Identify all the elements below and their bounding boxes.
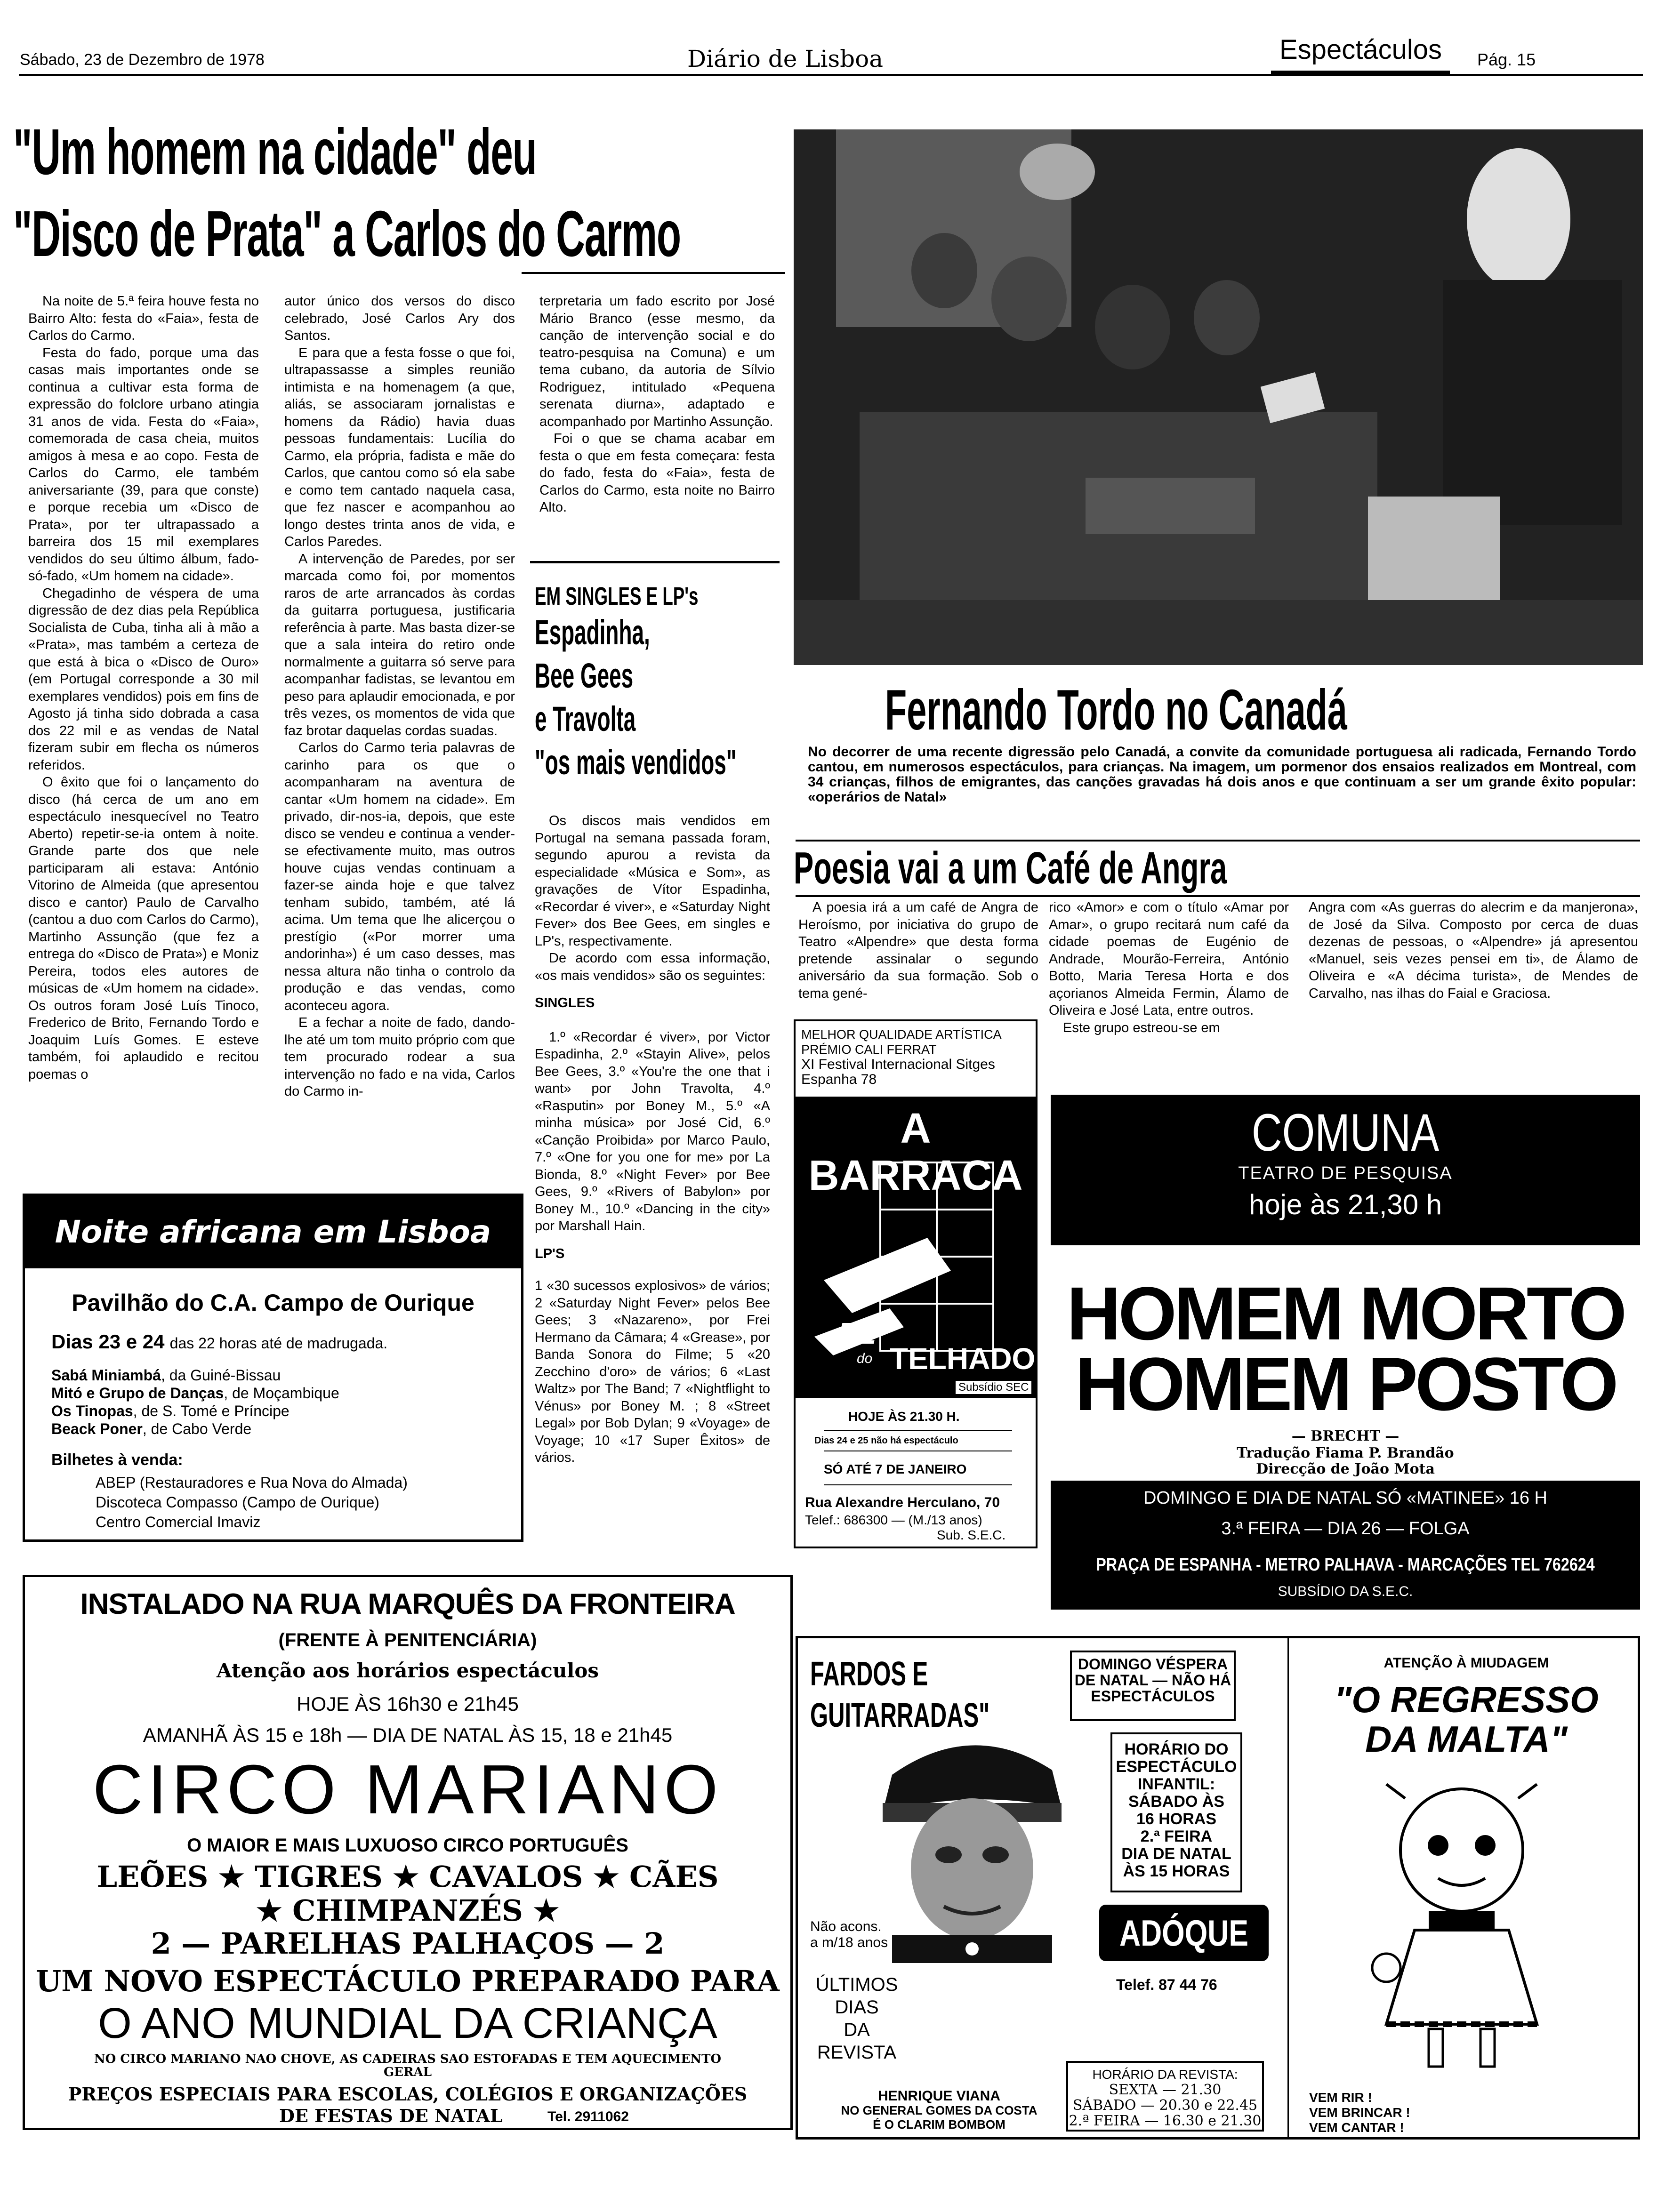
carmo-column-3: [539, 293, 775, 516]
comuna-play-2: HOMEM POSTO: [1075, 1342, 1616, 1426]
angra-top-rule: [796, 840, 1640, 842]
singles-headline-3: e Travolta: [535, 699, 636, 738]
award-line: Espanha 78: [801, 1072, 877, 1087]
lps-list: 1 «30 sucessos explosivos» de vários; 2 «Saturday Night Fever» pelos Bee Gees; 3 «Nazareno», por Frei Hermano da Câmara; 4 «Grease», por Banda Sonora do Filme; 5 «20 Zecchino d'oro» de vários; 6 «Last Waltz» por The Band; 7 «Nightflight to Vénus» por Boney M. ; 8 «Street Legal» por Bob Dylan; 9 «Voyage» de Voyage; 10 «17 Super Êxitos» de vários.: [535, 1278, 770, 1465]
comuna-sub: TEATRO DE PESQUISA: [1238, 1163, 1453, 1183]
age-line: Não acons.: [810, 1919, 882, 1934]
noite-artists: [51, 1366, 339, 1438]
singles-subhead: SINGLES: [535, 995, 595, 1010]
circo-l14: DE FESTAS DE NATAL: [279, 2105, 503, 2126]
barraca-tel: Telef.: 686300 — (M./13 anos): [805, 1513, 982, 1527]
singles-kicker: EM SINGLES E LP's: [535, 582, 699, 610]
circo-name: CIRCO MARIANO: [92, 1751, 723, 1828]
ad-comuna: [1051, 1095, 1640, 1610]
barraca-sec: Sub. S.E.C.: [937, 1528, 1006, 1542]
paragraph: rico «Amor» e com o título «Amar por Amar», o grupo recitará num café da cidade poemas de Eugénio de Andrade, Mourão-Ferreira, António Botto, Maria Teresa Horta e dos açorianos Almeida Fermin, Álamo de Oliveira e José Lata, entre outros.: [1049, 900, 1289, 1018]
circo-l12: NO CIRCO MARIANO NAO CHOVE, AS CADEIRAS SAO ESTOFADAS E TEM AQUECIMENTO GERAL: [94, 2052, 722, 2079]
lps-subhead: LP'S: [535, 1246, 565, 1261]
noite-dates-bold: Dias 23 e 24: [51, 1330, 165, 1353]
vem-line: VEM CANTAR !: [1309, 2120, 1404, 2135]
paragraph: Chegadinho de véspera de uma digressão de dez dias pela República Socialista de Cuba, tinha ali à mão a «Prata», mas também a certeza de que está à bica o «Disco de Ouro» (em Portugal corresponde a 30 mil exemplares vendidos) pois em fins de Agosto já tinha sido dobrada a casa dos 22 mil e as vendas de Natal fizeram subir em flecha os números referidos.: [28, 585, 259, 773]
paragraph: Foi o que se chama acabar em festa o que em festa começara: festa do fado, festa do «Faia», festa de Carlos do Carmo, esta noite no Bairro Alto.: [539, 431, 775, 515]
noite-title-bar: [25, 1196, 521, 1268]
angra-column-3: [1309, 899, 1638, 1002]
barraca-address: Rua Alexandre Herculano, 70: [805, 1495, 1000, 1510]
barraca-hoje: HOJE ÀS 21.30 H.: [848, 1409, 960, 1424]
section-underline: [1271, 71, 1450, 76]
paragraph: Na noite de 5.ª feira houve festa no Bairro Alto: festa do «Faia», festa de Carlos do Carmo.: [28, 294, 259, 343]
barraca-award: [801, 1027, 1002, 1087]
singles-body: [535, 812, 770, 1467]
artist-origin: , de Cabo Verde: [142, 1420, 252, 1437]
comuna-l1: DOMINGO E DIA DE NATAL SÓ «MATINEE» 16 H: [1143, 1488, 1547, 1508]
revista-line: 2.ª FEIRA — 16.30 e 21.30: [1069, 2113, 1262, 2129]
notice-line: ESPECTÁCULOS: [1091, 1688, 1215, 1705]
issue-date: Sábado, 23 de Dezembro de 1978: [20, 51, 265, 69]
comuna-author: — BRECHT —: [1291, 1428, 1400, 1444]
revista-line: HORÁRIO DA REVISTA:: [1092, 2067, 1238, 2082]
carmo-column-1: [28, 293, 259, 1083]
artist-row: [51, 1402, 339, 1420]
paragraph: Carlos do Carmo teria palavras de carinho para os que o acompanharam na aventura de cantar «Um homem na cidade». Em privado, dir-nos-ia, depois, que este disco se vendeu e continua a vender-se efectivamente muito, mas outros houve cujas vendas continuam a fazer-se ainda hoje e que talvez tenham subido, também, até lá acima. Um tema que lhe alicerçou o prestígio («Por morrer uma andorinha») é um caso desses, mas nessa altura não tinha o controlo da produção e das vendas, como aconteceu agora.: [284, 740, 515, 1013]
angra-column-2: [1049, 899, 1289, 1036]
circo-l6: O MAIOR E MAIS LUXUOSO CIRCO PORTUGUÊS: [187, 1835, 628, 1856]
circo-l3: Atenção aos horários espectáculos: [216, 1659, 599, 1682]
carmo-headline: [13, 117, 785, 277]
adoque-credit: [798, 2089, 1080, 2132]
circo-l13: PREÇOS ESPECIAIS PARA ESCOLAS, COLÉGIOS E ORGANIZAÇÕES: [68, 2084, 748, 2105]
carmo-column-2: [284, 293, 515, 1100]
adoque-logo: [1099, 1905, 1269, 1961]
paragraph: E a fechar a noite de fado, dando-lhe até um tom muito próprio com que tem procurado rodear a sua intervenção no fado e na vida, Carlos do Carmo in-: [284, 1015, 515, 1099]
kids-head: ATENÇÃO À MIUDAGEM: [1384, 1655, 1549, 1671]
ticket-outlet: Centro Comercial Imaviz: [96, 1514, 261, 1531]
vem-line: VEM BRINCAR !: [1309, 2105, 1410, 2120]
barraca-ate: SÓ ATÉ 7 DE JANEIRO: [824, 1462, 967, 1476]
adoque-tel: Telef. 87 44 76: [1116, 1976, 1217, 1993]
kids-doll-illustration: [1358, 1779, 1565, 2081]
age-line: a m/18 anos: [810, 1935, 888, 1950]
circo-tel: Tel. 2911062: [547, 2109, 629, 2124]
singles-headline-2: Bee Gees: [535, 656, 634, 695]
barraca-title: A BARRACA: [808, 1105, 1023, 1199]
infantil-line: ÀS 15 HORAS: [1123, 1862, 1230, 1880]
barraca-dias: Dias 24 e 25 não há espectáculo: [814, 1435, 958, 1446]
revista-line: SEXTA — 21.30: [1109, 2082, 1222, 2098]
credit-line: NO GENERAL GOMES DA COSTA: [841, 2103, 1038, 2117]
kids-title-2: DA MALTA": [1365, 1718, 1568, 1760]
adoque-title-2: GUITARRADAS": [810, 1697, 990, 1734]
kids-title-1: "O REGRESSO: [1334, 1679, 1599, 1720]
paragraph: A poesia irá a um café de Angra de Heroísmo, por iniciativa do grupo de Teatro «Alpendre» que desta forma pretende assinalar o segundo aniversário da sua formação. Sob o tema gené-: [798, 900, 1038, 1001]
paragraph: De acordo com essa informação, «os mais vendidos» são os seguintes:: [535, 951, 770, 983]
comuna-l2: 3.ª FEIRA — DIA 26 — FOLGA: [1221, 1519, 1470, 1539]
award-line: MELHOR QUALIDADE ARTÍSTICA: [801, 1027, 1002, 1042]
circo-l11: O ANO MUNDIAL DA CRIANÇA: [98, 1999, 717, 2047]
carmo-headline-rule: [522, 272, 785, 274]
angra-column-1: [798, 899, 1038, 1002]
paragraph: O êxito que foi o lançamento do disco (há cerca de um ano em espectáculo inesquecível no Teatro Aberto) repetir-se-ia ontem à noite. Grande parte dos que nele participaram ali estava: António Vitorino de Almeida (que apresentou disco e cantor) Paulo de Carvalho (cantou a duo com Carlos do Carmo), Martinho Assunção (que fez a entrega do «Disco de Prata») e Moniz Pereira, todos eles autores de músicas de «Um homem na cidade». Os outros foram José Luís Tinoco, Frederico de Brito, Fernando Tordo e Joaquim Luís Gomes. E esteve também, foi aplaudido e recitou poemas o: [28, 775, 259, 1082]
comuna-time: hoje às 21,30 h: [1248, 1189, 1442, 1220]
adoque-revista-box: [1066, 2061, 1264, 2132]
artist-row: [51, 1384, 339, 1402]
singles-headline-1: Espadinha,: [535, 613, 650, 652]
artist-row: [51, 1420, 339, 1438]
adoque-title-1: FARDOS E: [810, 1655, 928, 1693]
paragraph: Angra com «As guerras do alecrim e da manjerona», de José da Silva. Composto por cerca de duas dezenas de pessoas, o «Alpendre» já apresentou «Manuel, seis vezes pensei em ti», de Álamo de Oliveira e «A décima turista», de Mendes de Carvalho, nas ilhas do Faial e Graciosa.: [1309, 900, 1638, 1001]
noite-title: Noite africana em Lisboa: [55, 1214, 491, 1250]
artist-origin: , de Moçambique: [224, 1385, 339, 1402]
paragraph: E para que a festa fosse o que foi, ultrapassasse a simples reunião intimista e na homenagem (a que, aliás, se associaram jornalistas e homens da Rádio) havia duas pessoas fundamentais: Lucília do Carmo, ela própria, fadista e mãe do Carlos, que cantou como só ela sabe e como tem cantado naquela casa, que fez nascer e acompanhou ao longo destes trinta anos de vida, e Carlos Paredes.: [284, 345, 515, 549]
comuna-trans: Tradução Fiama P. Brandão: [1237, 1445, 1454, 1461]
adoque-logo-text: ADÓQUE: [1119, 1912, 1248, 1954]
circo-l9: 2 — PARELHAS PALHAÇOS — 2: [151, 1926, 665, 1961]
ultimos-line: DIAS: [835, 1997, 879, 2018]
revista-line: SÁBADO — 20.30 e 22.45: [1072, 2097, 1258, 2114]
comuna-bottom-block: [1051, 1481, 1640, 1610]
comuna-play-1: HOMEM MORTO: [1066, 1271, 1625, 1355]
tordo-caption: No decorrer de uma recente digressão pelo Canadá, a convite da comunidade portuguesa ali radicada, Fernando Tordo cantou, em numerosos espectáculos, para crianças. Na imagem, um pormenor dos ensaios realizados em Montreal, com 34 crianças, filhos de emigrantes, das canções gravadas há dois anos e que continuam a ser um grande êxito popular: «operários de Natal»: [808, 744, 1636, 805]
paragraph: Este grupo estreou-se em: [1063, 1020, 1220, 1035]
infantil-line: ESPECTÁCULO: [1116, 1758, 1237, 1776]
tordo-photo: [794, 129, 1643, 665]
ticket-outlet: Discoteca Compasso (Campo de Ourique): [96, 1494, 379, 1511]
paragraph: Festa do fado, porque uma das casas mais importantes onde se continua a cultivar esta forma de expressão do folclore urbano atingia 31 anos de vida. Festa do «Faia», comemorada de casa cheia, muitos amigos à mesa e ao copo. Festa de Carlos do Carmo, ele também aniversariante (39, para que conste) e porque recebia um «Disco de Prata», por ter ultrapassado a barreira dos 15 mil exemplares vendidos do seu último álbum, fado-só-fado, «Um homem na cidade».: [28, 345, 259, 584]
barraca-play-telhado: TELHADO: [890, 1342, 1036, 1376]
award-line: XI Festival Internacional Sitges: [801, 1057, 995, 1072]
circo-l2: (FRENTE À PENITENCIÁRIA): [278, 1630, 537, 1651]
noite-dates: [51, 1330, 387, 1353]
ultimos-line: DA REVISTA: [817, 2020, 897, 2063]
kids-title: [1292, 1680, 1641, 1759]
newspaper-name: Diário de Lisboa: [687, 45, 884, 72]
adoque-notice-box: [1070, 1651, 1236, 1721]
angra-headline-text: Poesia vai a um Café de Angra: [794, 843, 1227, 893]
ultimos-line: ÚLTIMOS: [815, 1974, 898, 1995]
comuna-top-block: [1051, 1095, 1640, 1245]
vem-line: VEM RIR !: [1309, 2090, 1372, 2105]
carmo-headline-line1: "Um homem na cidade" deu: [13, 116, 537, 188]
circo-l1: INSTALADO NA RUA MARQUÊS DA FRONTEIRA: [80, 1588, 735, 1620]
artist-name: Sabá Miniambá: [51, 1367, 161, 1384]
notice-line: DE NATAL — NÃO HÁ: [1074, 1672, 1231, 1689]
infantil-line: 2.ª FEIRA: [1140, 1827, 1213, 1845]
circo-l7: LEÕES ★ TIGRES ★ CAVALOS ★ CÃES: [97, 1859, 719, 1894]
infantil-line: HORÁRIO DO: [1124, 1740, 1229, 1758]
tordo-headline-text: Fernando Tordo no Canadá: [885, 678, 1347, 742]
adoque-divider: [1287, 1638, 1289, 2137]
noite-venue: Pavilhão do C.A. Campo de Ourique: [72, 1290, 475, 1316]
photo-children-image: [794, 129, 1643, 665]
noite-tickets-head: Bilhetes à venda:: [51, 1451, 183, 1469]
ad-circo-mariano: [23, 1575, 793, 2130]
artist-name: Os Tinopas: [51, 1403, 133, 1419]
ticket-outlet: ABEP (Restauradores e Rua Nova do Almada): [96, 1474, 408, 1491]
singles-list: 1.º «Recordar é viver», por Victor Espadinha, 2.º «Stayin Alive», pelos Bee Gees, 3.º «You're the one that i want» por John Travolta, 4.º «Rasputin» por Boney M., 5.º «A minha música» por José Cid, 6.º «Canção Proibida» por Marco Paulo, 7.º «One for you one for me» por La Bionda, 8.º «Night Fever» por Bee Gees, 9.º «Rivers of Babylon» por Boney M., 10.º «Dancing in the city» por Marshall Hain.: [535, 1029, 770, 1234]
barraca-rule: [824, 1430, 1012, 1431]
comuna-l3: PRAÇA DE ESPANHA - METRO PALHAVA - MARCAÇÕES TEL 762624: [1096, 1555, 1595, 1575]
artist-name: Beack Poner: [51, 1420, 143, 1437]
credit-line: HENRIQUE VIANA: [877, 2088, 1001, 2104]
barraca-window-illustration: [796, 1158, 1036, 1355]
carmo-headline-line2: "Disco de Prata" a Carlos do Carmo: [13, 198, 681, 270]
paragraph: A intervenção de Paredes, por ser marcada como foi, por momentos raros de arte arrancados às cordas da guitarra portuguesa, justificaria referência à parte. Mas basta dizer-se que a sala inteira do retiro onde normalmente a guitarra só serve para acompanhar fadistas, se levantou em peso para aplaudir emocionada, e por três vezes, os momentos de vida que faz brotar daquelas cordas suadas.: [284, 551, 515, 738]
tordo-headline: [885, 677, 1638, 743]
page-number: Pág. 15: [1477, 50, 1536, 69]
artist-row: [51, 1366, 339, 1384]
barraca-play-do: do: [857, 1351, 873, 1366]
barraca-subsidy-tag: Subsídio SEC: [956, 1381, 1031, 1394]
ad-adoque: [796, 1636, 1640, 2140]
artist-origin: , de S. Tomé e Príncipe: [133, 1403, 290, 1419]
infantil-line: INFANTIL:: [1137, 1775, 1215, 1793]
circo-l4: HOJE ÀS 16h30 e 21h45: [297, 1693, 519, 1715]
circo-l5: AMANHÃ ÀS 15 e 18h — DIA DE NATAL ÀS 15, 18 e 21h45: [143, 1724, 673, 1746]
adoque-age-notice: [810, 1919, 888, 1951]
barraca-artwork: [796, 1097, 1036, 1398]
masthead: [0, 0, 1657, 80]
kids-vem: [1309, 2090, 1410, 2135]
comuna-dir: Direcção de João Mota: [1256, 1461, 1435, 1477]
artist-name: Mitó e Grupo de Danças: [51, 1385, 224, 1402]
barraca-rule: [824, 1484, 1012, 1485]
infantil-line: SÁBADO ÀS: [1128, 1793, 1225, 1811]
award-line: PRÉMIO CALI FERRAT: [801, 1042, 937, 1057]
infantil-line: 16 HORAS: [1136, 1810, 1217, 1828]
paragraph: terpretaria um fado escrito por José Mário Branco (esse mesmo, da canção de intervenção social e do teatro-pesquisa na Comuna) e um tema cubano, da autoria de Sílvio Rodriguez, intitulado «Pequena serenata diurna», adaptado e acompanhado por Martinho Assunção.: [539, 294, 775, 429]
section-name: Espectáculos: [1279, 34, 1442, 65]
comuna-name: COMUNA: [1251, 1103, 1440, 1162]
circo-l8: ★ CHIMPANZÉS ★: [256, 1893, 560, 1928]
credit-line: É O CLARIM BOMBOM: [873, 2117, 1005, 2132]
singles-top-rule: [530, 561, 780, 563]
adoque-ultimos: [803, 1973, 911, 2064]
adoque-infantil-box: [1110, 1732, 1242, 1892]
artist-origin: , da Guiné-Bissau: [161, 1367, 281, 1384]
notice-line: DOMINGO VÉSPERA: [1078, 1656, 1228, 1673]
circo-l10: UM NOVO ESPECTÁCULO PREPARADO PARA: [36, 1964, 780, 1998]
ad-noite-africana: [23, 1194, 523, 1542]
adoque-actor-portrait: [873, 1718, 1071, 1963]
singles-headline-4: "os mais vendidos": [535, 743, 737, 782]
paragraph: autor único dos versos do disco celebrado, José Carlos Ary dos Santos.: [284, 294, 515, 343]
noite-dates-rest: das 22 horas até de madrugada.: [169, 1335, 388, 1352]
infantil-line: DIA DE NATAL: [1121, 1845, 1231, 1863]
barraca-play-ze: ZÉ: [838, 1316, 877, 1350]
singles-headline: [535, 582, 780, 784]
noite-tickets: [96, 1473, 408, 1532]
comuna-l4: SUBSÍDIO DA S.E.C.: [1278, 1584, 1413, 1599]
ad-a-barraca: [794, 1019, 1038, 1548]
paragraph: Os discos mais vendidos em Portugal na semana passada foram, segundo apurou a revista da especialidade «Música e Som», as gravações de Vítor Espadinha, «Recordar é viver», e «Saturday Night Fever» dos Bee Gees, em singles e LP's, respectivamente.: [535, 813, 770, 949]
angra-headline: [794, 842, 1594, 894]
angra-headline-rule: [796, 895, 1640, 897]
